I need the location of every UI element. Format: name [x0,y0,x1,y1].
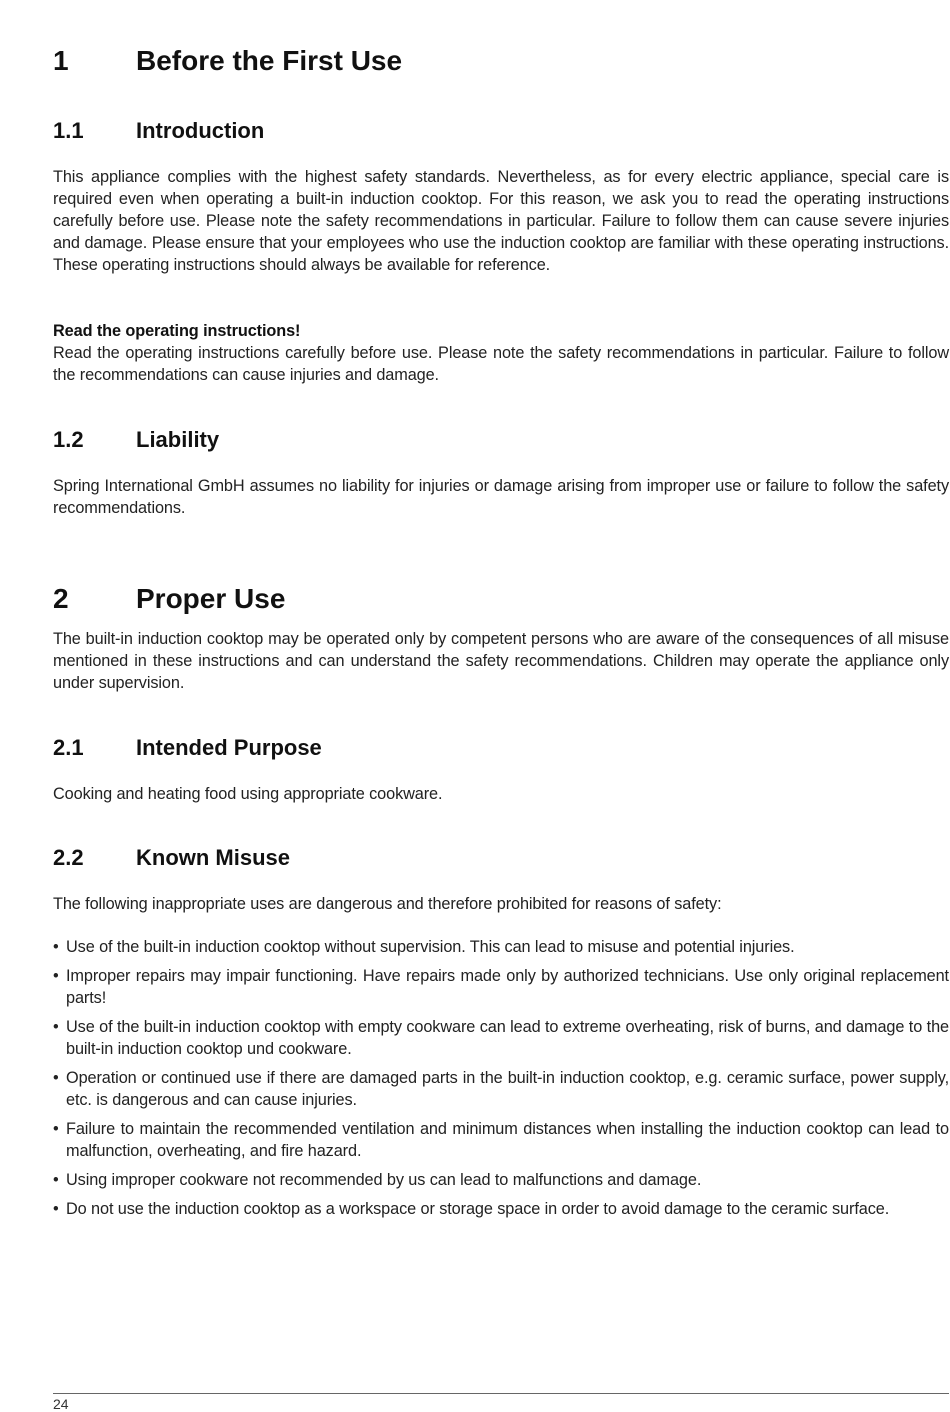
section-number: 2 [53,583,69,614]
section-title: Intended Purpose [136,735,322,760]
list-item: • Failure to maintain the recommended ventilation and minimum distances when installing the induction cooktop can lead to malfunction, overheating, and fire hazard. [53,1118,949,1162]
section-number: 2.1 [53,735,84,760]
footer-divider [53,1393,949,1394]
introduction-paragraph: This appliance complies with the highest safety standards. Nevertheless, as for every electric appliance, special care is required even when operating a built-in induction cooktop. For this reason, we ask you to read the operating instructions carefully before use. Please note the safety recommendations in particular. Failure to follow them can cause severe injuries and damage. Please ensure that your employees who use the induction cooktop are familiar with these operating instructions. These operating instructions should always be available for reference. [53,168,949,274]
liability-paragraph: Spring International GmbH assumes no liability for injuries or damage arising from improper use or failure to follow the safety recommendations. [53,477,949,517]
section-1-1-heading [53,118,264,144]
list-item: • Use of the built-in induction cooktop without supervision. This can lead to misuse and potential injuries. [53,936,949,958]
section-2-2-heading [53,845,290,871]
list-item: • Improper repairs may impair functioning. Have repairs made only by authorized technicians. Use only original replacement parts! [53,965,949,1009]
section-1-heading [53,45,402,77]
section-title: Introduction [136,118,265,143]
list-item: • Use of the built-in induction cooktop with empty cookware can lead to extreme overheating, risk of burns, and damage to the built-in induction cooktop und cookware. [53,1016,949,1060]
section-2-heading [53,583,285,615]
misuse-list [53,936,949,1227]
section-1-2-heading [53,427,219,453]
list-item: • Using improper cookware not recommended by us can lead to malfunctions and damage. [53,1169,949,1191]
notice-heading: Read the operating instructions! [53,322,301,340]
manual-page [53,0,949,1411]
section-title: Known Misuse [136,845,291,870]
notice-body: Read the operating instructions carefully before use. Please note the safety recommendations in particular. Failure to follow the recommendations can cause injuries and damage. [53,344,949,384]
section-title: Before the First Use [136,45,403,76]
proper-use-paragraph: The built-in induction cooktop may be operated only by competent persons who are aware of the consequences of all misuse mentioned in these instructions and can understand the safety recommendations. Children may operate the appliance only under supervision. [53,630,949,692]
section-number: 1 [53,45,69,76]
known-misuse-paragraph: The following inappropriate uses are dangerous and therefore prohibited for reasons of safety: [53,895,722,913]
section-number: 2.2 [53,845,84,870]
section-2-1-heading [53,735,322,761]
notice-block [53,320,949,386]
page-number: 24 [53,1396,69,1412]
intended-purpose-paragraph: Cooking and heating food using appropriate cookware. [53,785,443,803]
section-number: 1.1 [53,118,84,143]
section-title: Proper Use [136,583,286,614]
section-number: 1.2 [53,427,84,452]
section-title: Liability [136,427,220,452]
list-item: • Do not use the induction cooktop as a workspace or storage space in order to avoid damage to the ceramic surface. [53,1198,949,1220]
list-item: • Operation or continued use if there are damaged parts in the built-in induction cooktop, e.g. ceramic surface, power supply, etc. is dangerous and can cause injuries. [53,1067,949,1111]
